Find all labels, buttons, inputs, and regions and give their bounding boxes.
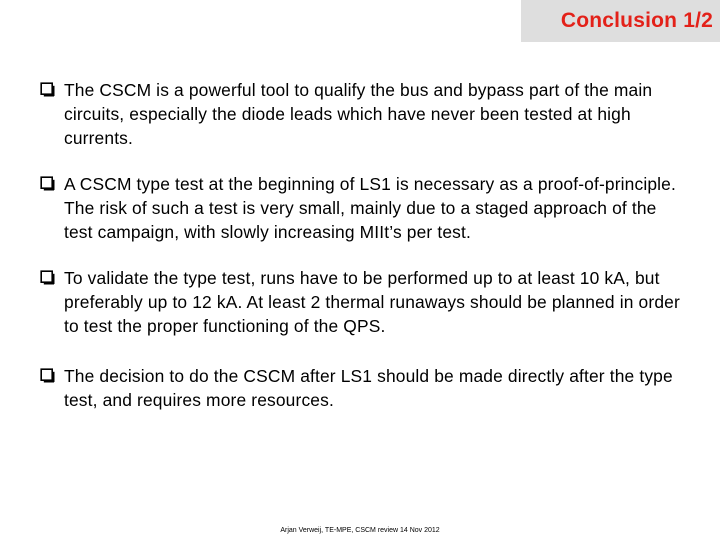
bullet-text: To validate the type test, runs have to be performed up to at least 10 kA, but preferably up to 12 kA. At least 2 thermal runaways should be planned in order to test the proper functioning of the QPS. [64,268,680,336]
footer-credit: Arjan Verweij, TE-MPE, CSCM review 14 Nov 2012 [280,527,440,534]
slide-title: Conclusion 1/2 [560,9,713,32]
slide-title-box [521,0,720,42]
bullet-text: The CSCM is a powerful tool to qualify the bus and bypass part of the main circuits, especially the diode leads which have never been tested at high currents. [64,80,653,148]
hollow-square-bullet-icon [40,82,55,97]
hollow-square-bullet-icon [40,368,55,383]
bullet-text: The decision to do the CSCM after LS1 should be made directly after the type test, and requires more resources. [64,366,673,410]
hollow-square-bullet-icon [40,176,55,191]
bullet-text: A CSCM type test at the beginning of LS1 is necessary as a proof-of-principle. The risk of such a test is very small, mainly due to a staged approach of the test campaign, with slowly increasing MIIt’s per test. [64,174,676,242]
hollow-square-bullet-icon [40,270,55,285]
